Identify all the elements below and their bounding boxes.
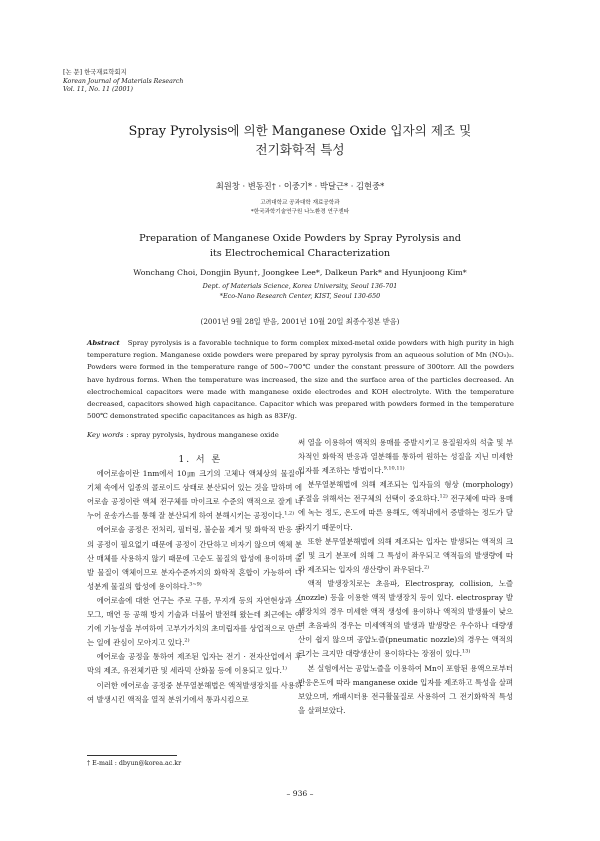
abstract-label: Abstract bbox=[87, 339, 120, 347]
paragraph: 에어로솔 공정을 통하여 제조된 입자는 전기 · 전자산업에서 후막의 제조, 유전체기판 및 세라믹 산화물 등에 이용되고 있다.$^{1)}$ bbox=[87, 652, 302, 676]
paragraph: 또한 분무열분해법에 의해 제조되는 입자는 발생되는 액적의 크기 및 크기 분포에 의해 그 특성이 좌우되고 액적들의 발생량에 따라 제조되는 입자의 생산량이 좌우된다.$^{2)}$ bbox=[298, 536, 513, 574]
footnote-email: † E-mail : dbyun@korea.ac.kr bbox=[87, 760, 182, 767]
korean-title bbox=[60, 121, 540, 159]
korean-affiliation-2: *한국과학기술연구원 나노환경 연구센타 bbox=[250, 208, 350, 215]
paragraph: 에어로솔 공정은 전처리, 필터링, 불순물 제거 및 화학적 반응 등의 공정이 필요없기 때문에 공정이 간단하고 비자기 않으며 액체 분산 매체를 사용하지 않기 때문에 고순도 물질의 합성에 용이하며 출발 물질이 액체이므로 분자수준까지의 화학적 혼합이 가능하여 다성분계 물질의 합성에 용이하다.$^{3\sim 9)}$ bbox=[87, 525, 302, 591]
english-affiliation-1: Dept. of Materials Science, Korea University, Seoul 136-701 bbox=[202, 282, 398, 290]
citation: 12) bbox=[439, 493, 448, 500]
journal-header bbox=[63, 69, 183, 95]
section-heading: 1. 서 론 bbox=[178, 455, 223, 465]
citation: 3~9) bbox=[189, 581, 202, 588]
paragraph: 에어로솔에 대한 연구는 주로 구름, 무지개 등의 자연현상과 스모그, 매연 등 공해 방지 기술과 더불어 발전해 왔는데 최근에는 여기에 기능성을 부여하여 고부가가치의 초미립자를 상업적으로 만드는 일에 관심이 모아지고 있다.$^{2)}$ bbox=[87, 595, 302, 648]
english-title bbox=[60, 232, 540, 261]
korean-title-line-2: 전기화학적 특성 bbox=[255, 142, 345, 157]
citation: 13) bbox=[462, 648, 471, 655]
english-title-line-2: its Electrochemical Characterization bbox=[209, 247, 391, 259]
paragraph: 분무열분해법에 의해 제조되는 입자들의 형상 (morphology) 조절을 위해서는 전구체의 선택이 중요하다.$^{12)}$ 전구체에 따라 용매에 녹는 정도, 온도에 따른 용해도, 액적내에서 증발하는 정도가 달라지기 때문이다. bbox=[298, 480, 513, 532]
page-number: – 936 – bbox=[286, 789, 314, 798]
korean-affiliations bbox=[60, 199, 540, 216]
english-affiliations bbox=[60, 282, 540, 301]
korean-affiliation-1: 고려대학교 공과대학 재료공학과 bbox=[260, 200, 340, 206]
english-title-line-1: Preparation of Manganese Oxide Powders by Spray Pyrolysis and bbox=[139, 233, 461, 244]
journal-label: [논 문] 한국재료학회지 bbox=[63, 69, 127, 76]
keywords-text: : spray pyrolysis, hydrous manganese oxide bbox=[126, 431, 279, 439]
korean-title-line-1: Spray Pyrolysis에 의한 Manganese Oxide 입자의 제조 및 bbox=[128, 123, 472, 138]
abstract bbox=[87, 337, 514, 422]
journal-volume: Vol. 11, No. 11 (2001) bbox=[63, 86, 133, 94]
paragraph: 본 실험에서는 공압노즐을 이용하여 Mn이 포함된 용액으로부터 반응온도에 따라 manganese oxide 입자를 제조하고 특성을 살펴보았으며, 캐패시터용 전극활물질로 사용하여 그 전기화학적 특성을 살펴보았다. bbox=[298, 663, 513, 715]
english-authors: Wonchang Choi, Dongjin Byun†, Joongkee Lee*, Dalkeun Park* and Hyunjoong Kim* bbox=[133, 268, 467, 277]
body-column-right bbox=[298, 436, 513, 718]
english-affiliation-2: *Eco-Nano Research Center, KIST, Seoul 130-650 bbox=[219, 291, 381, 300]
body-column-left bbox=[87, 453, 302, 707]
citation: 2) bbox=[423, 564, 430, 571]
paragraph: 써 열을 이용하여 액적의 용매를 증발시키고 용질원자의 석출 및 부차적인 화학적 반응과 열분해를 통하여 원하는 성질을 지닌 미세한 입자를 제조하는 방법이다.$^{9,10,11)}$ bbox=[298, 438, 513, 476]
citation: 1,2) bbox=[284, 510, 295, 517]
paragraph: 에어로솔이란 1nm에서 10㎛ 크기의 고체나 액체상의 물질이 기체 속에서 일종의 콜로이드 상태로 분산되어 있는 것을 말하며 에어로솔 공정이란 액체 전구체를 마이크로 수준의 액적으로 잘게 나누어 운송가스를 통해 잘 분산되게 하여 분해시키는 공정이다.$^{1,2)}$ bbox=[87, 469, 302, 521]
abstract-text: Spray pyrolysis is a favorable technique to form complex mixed-metal oxide powders with high purity in high temperature region. Manganese oxide powders were prepared by spray pyrolysis from an aqueous solution of Mn (NO₃)₂. Powders were formed in the temperature range of 500~700℃ under the constant pressure of 300torr. All the powders have hydrous forms. When the temperature was increased, the size and the surface area of the particles decreased. An electrochemical capacitors were made with manganese oxide electrodes and KOH electrolyte. With the temperature decreased, capacitors showed high capacitance. Capacitor which was prepared with powders formed in the temperature 500℃ demonstrated specific capacitances as high as 83F/g. bbox=[87, 339, 514, 421]
korean-authors: 최원창 · 변동진† · 이중기* · 박달근* · 김현중* bbox=[215, 181, 385, 191]
citation: 1) bbox=[281, 665, 287, 672]
journal-name: Korean Journal of Materials Research bbox=[63, 77, 184, 85]
paragraph: 이러한 에어로솔 공정중 분무열분해법은 액적발생장치를 사용하여 발생시킨 액적을 열적 분위기에서 통과시킴으로 bbox=[87, 680, 302, 704]
citation: 2) bbox=[184, 637, 190, 644]
received-dates: (2001년 9월 28일 받음, 2001년 10월 20일 최종수정본 받음) bbox=[200, 317, 400, 326]
footnote-rule bbox=[87, 755, 177, 756]
paragraph: 액적 발생장치로는 초음파, Electrospray, collision, 노즐(nozzle) 등을 이용한 액적 발생장치 등이 있다. electrospray 발생장치의 경우 미세한 액적 생성에 용이하나 액적의 발생률이 낮으며 초음파의 경우는 미세액적의 발생과 발생량은 우수하나 대량생산이 쉽지 않으며 공압노즐(pneumatic nozzle)의 경우는 액적의 크기는 크지만 대량생산이 용이하다는 장점이 있다.$^{13)}$ bbox=[298, 578, 513, 659]
citation: 9,10,11) bbox=[383, 465, 405, 472]
keywords-label: Key words bbox=[87, 431, 124, 439]
